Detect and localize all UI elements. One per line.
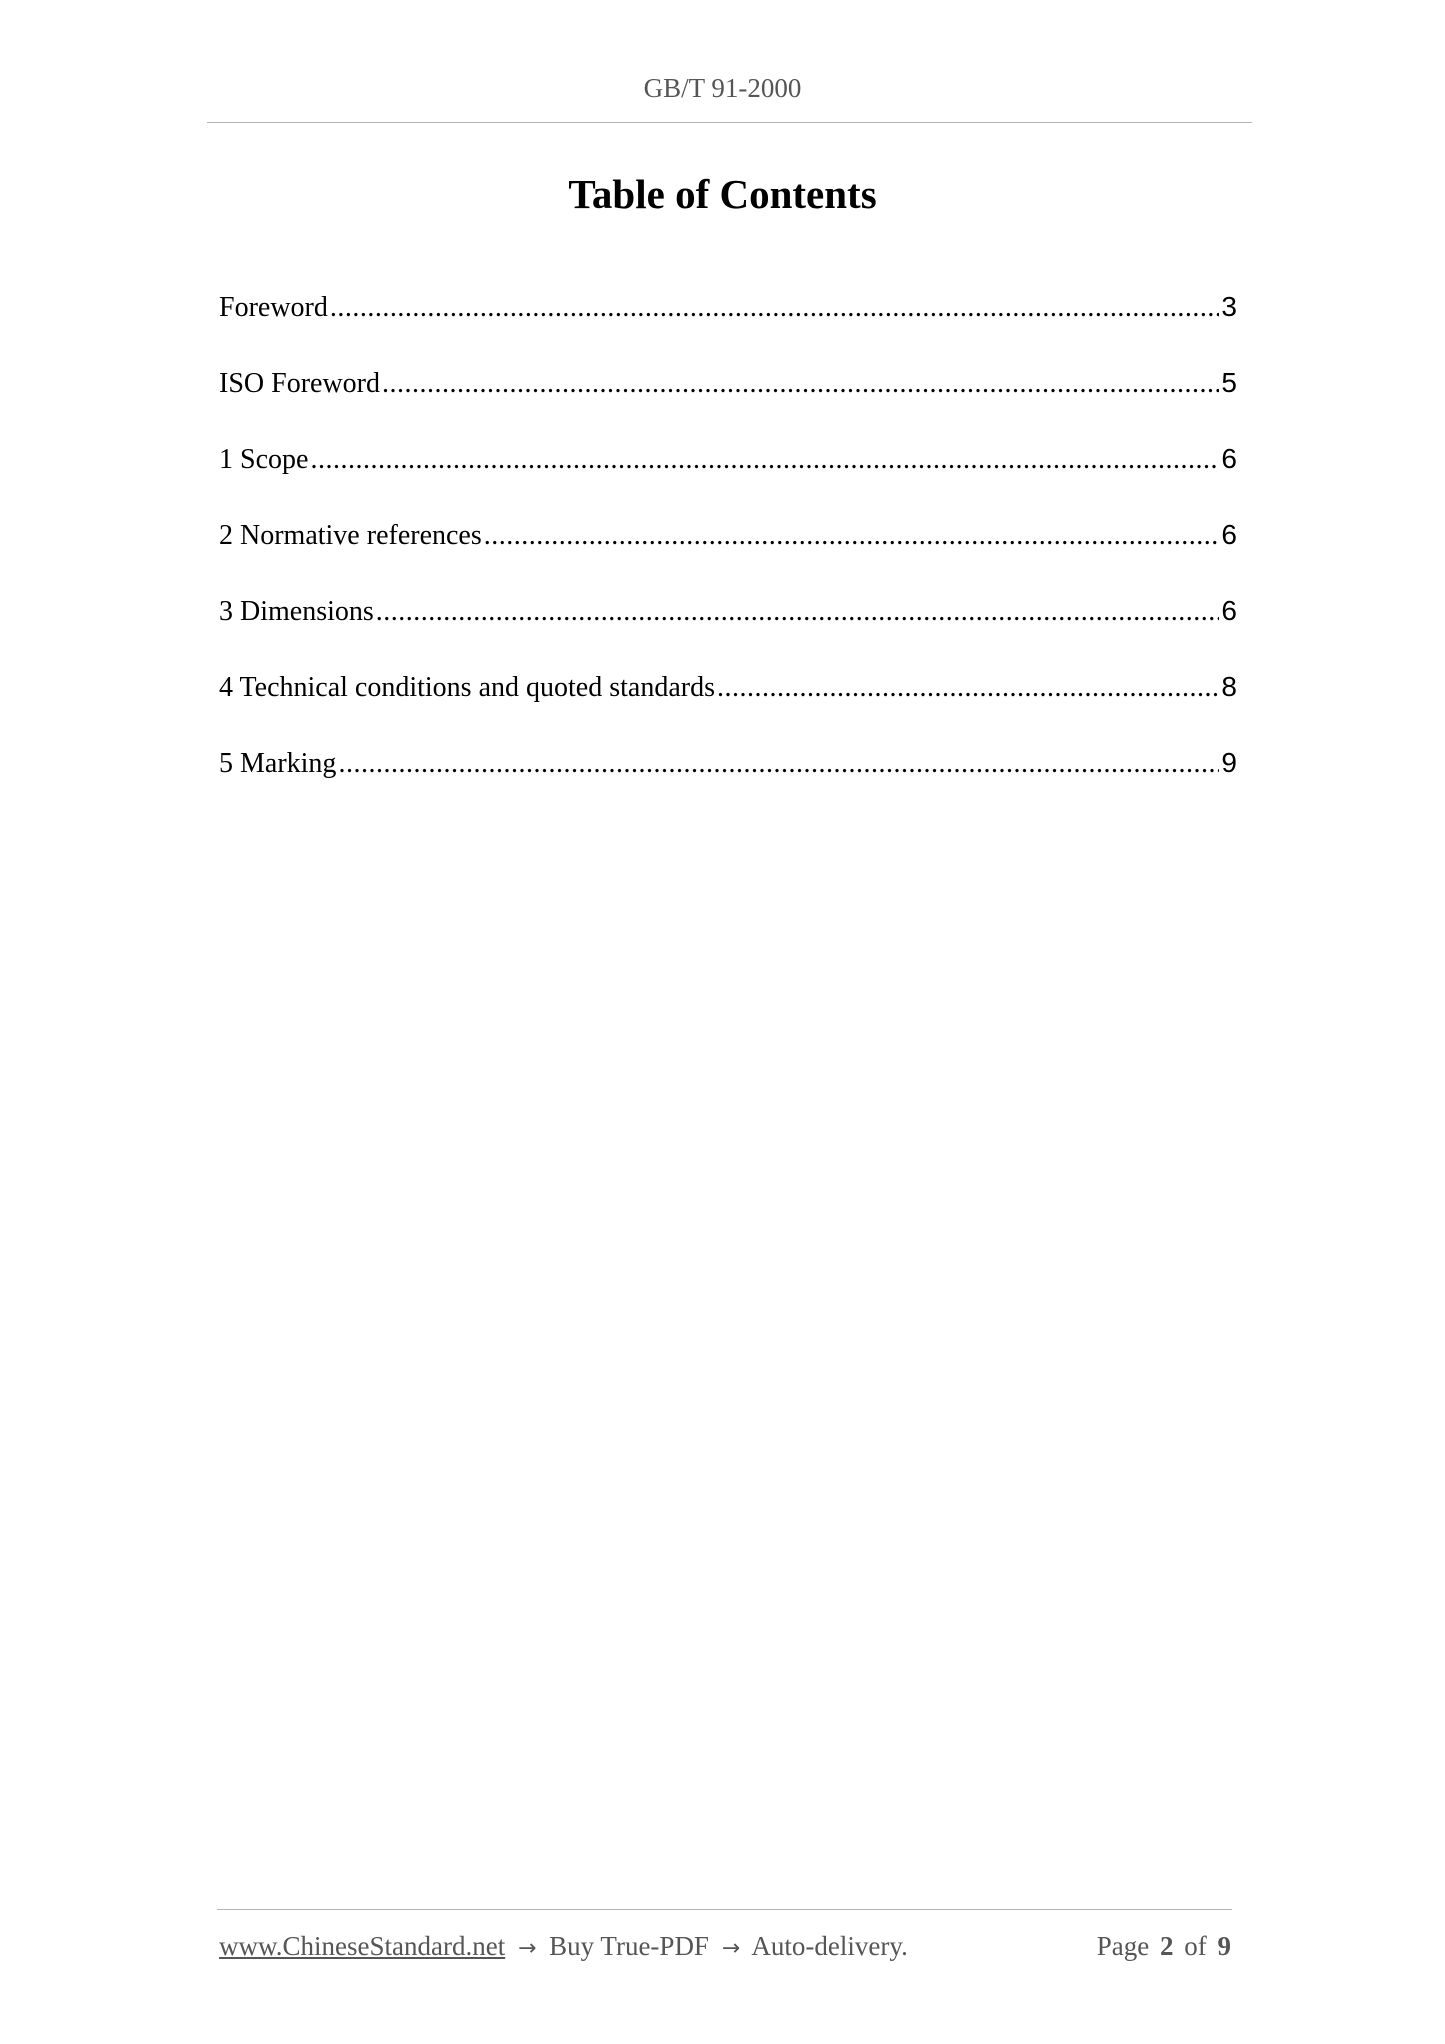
page-number (1093, 1929, 1231, 1963)
footer-divider (217, 1909, 1232, 1910)
toc-entry-label: 4 Technical conditions and quoted standards (219, 672, 715, 703)
toc-dot-leader (376, 593, 1220, 631)
right-arrow-icon: → (721, 1936, 741, 1961)
toc-entry-page: 6 (1221, 519, 1237, 550)
total-page-count: 9 (1217, 1931, 1231, 1961)
toc-entry-dimensions[interactable] (219, 592, 1237, 630)
of-word: of (1184, 1931, 1207, 1961)
toc-dot-leader (338, 745, 1219, 783)
toc-entry-page: 3 (1221, 291, 1237, 322)
toc-entry-label: ISO Foreword (219, 368, 380, 399)
toc-entry-label: 1 Scope (219, 444, 309, 475)
toc-entry-page: 5 (1221, 367, 1237, 398)
toc-entry-page: 9 (1221, 747, 1237, 778)
toc-entry-label: Foreword (219, 292, 328, 323)
page-word: Page (1096, 1931, 1150, 1961)
toc-entry-scope[interactable] (219, 440, 1237, 478)
current-page-number: 2 (1160, 1931, 1174, 1961)
toc-dot-leader (310, 441, 1219, 479)
footer-promo (219, 1929, 908, 1966)
toc-dot-leader (484, 517, 1220, 555)
toc-entry-foreword[interactable] (219, 288, 1237, 326)
toc-dot-leader (382, 365, 1219, 403)
running-header: GB/T 91-2000 (643, 73, 802, 103)
toc-entry-iso-foreword[interactable] (219, 364, 1237, 402)
toc-entry-page: 6 (1221, 595, 1237, 626)
page-footer (219, 1929, 1231, 1966)
header-divider (207, 122, 1252, 123)
toc-dot-leader (330, 289, 1220, 327)
toc-entry-label: 5 Marking (219, 748, 337, 779)
toc-entry-marking[interactable] (219, 744, 1237, 782)
website-link[interactable]: www.ChineseStandard.net (219, 1931, 506, 1961)
toc-entry-normative-references[interactable] (219, 516, 1237, 554)
right-arrow-icon: → (517, 1936, 537, 1961)
toc-title: Table of Contents (568, 171, 877, 217)
toc-entry-label: 2 Normative references (219, 520, 482, 551)
toc-entry-page: 8 (1221, 671, 1237, 702)
buy-true-pdf-text: Buy True-PDF (549, 1931, 709, 1961)
toc-dot-leader (717, 669, 1219, 707)
toc-entry-technical-conditions[interactable] (219, 668, 1237, 706)
auto-delivery-text: Auto-delivery. (751, 1931, 908, 1961)
toc-entry-page: 6 (1221, 443, 1237, 474)
toc-list (219, 288, 1237, 820)
toc-entry-label: 3 Dimensions (219, 596, 374, 627)
